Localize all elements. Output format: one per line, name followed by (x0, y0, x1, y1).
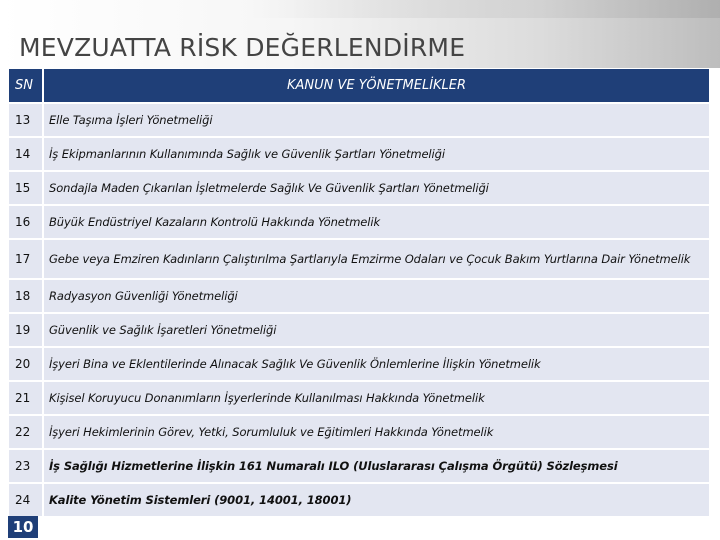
regulation-name: Büyük Endüstriyel Kazaların Kontrolü Hakkında Yönetmelik (43, 205, 709, 239)
table-row (9, 205, 709, 239)
table-row (9, 103, 709, 137)
regulations-table (9, 69, 709, 518)
row-number: 20 (9, 347, 43, 381)
column-header-sn: SN (9, 69, 43, 103)
row-number: 13 (9, 103, 43, 137)
regulation-name: Sondajla Maden Çıkarılan İşletmelerde Sağlık Ve Güvenlik Şartları Yönetmeliği (43, 171, 709, 205)
row-number: 24 (9, 483, 43, 517)
regulation-name: İş Sağlığı Hizmetlerine İlişkin 161 Numaralı ILO (Uluslararası Çalışma Örgütü) Sözleşmesi (43, 449, 709, 483)
column-header-laws: KANUN VE YÖNETMELİKLER (43, 69, 709, 103)
regulation-name: Elle Taşıma İşleri Yönetmeliği (43, 103, 709, 137)
table-row (9, 347, 709, 381)
table-row (9, 415, 709, 449)
table-row (9, 137, 709, 171)
row-number: 17 (9, 239, 43, 279)
row-number: 18 (9, 279, 43, 313)
row-number: 22 (9, 415, 43, 449)
row-number: 16 (9, 205, 43, 239)
regulation-name: Radyasyon Güvenliği Yönetmeliği (43, 279, 709, 313)
table-row (9, 483, 709, 517)
table-row (9, 239, 709, 279)
regulation-name: İşyeri Hekimlerinin Görev, Yetki, Sorumluluk ve Eğitimleri Hakkında Yönetmelik (43, 415, 709, 449)
regulation-name: Kişisel Koruyucu Donanımların İşyerlerinde Kullanılması Hakkında Yönetmelik (43, 381, 709, 415)
title-bar-accent (250, 0, 720, 18)
table-row (9, 381, 709, 415)
table-row (9, 313, 709, 347)
table-row (9, 449, 709, 483)
row-number: 14 (9, 137, 43, 171)
regulation-name: İş Ekipmanlarının Kullanımında Sağlık ve Güvenlik Şartları Yönetmeliği (43, 137, 709, 171)
regulation-name: Kalite Yönetim Sistemleri (9001, 14001, 18001) (43, 483, 709, 517)
table-row (9, 279, 709, 313)
row-number: 15 (9, 171, 43, 205)
slide-title: MEVZUATTA RİSK DEĞERLENDİRME (19, 33, 466, 62)
row-number: 23 (9, 449, 43, 483)
regulation-name: Güvenlik ve Sağlık İşaretleri Yönetmeliği (43, 313, 709, 347)
row-number: 21 (9, 381, 43, 415)
page-number-badge: 10 (8, 516, 38, 538)
row-number: 19 (9, 313, 43, 347)
table-header-row (9, 69, 709, 103)
table-row (9, 171, 709, 205)
regulation-name: Gebe veya Emziren Kadınların Çalıştırılma Şartlarıyla Emzirme Odaları ve Çocuk Bakım Yurtlarına Dair Yönetmelik (43, 239, 709, 279)
regulation-name: İşyeri Bina ve Eklentilerinde Alınacak Sağlık Ve Güvenlik Önlemlerine İlişkin Yönetmelik (43, 347, 709, 381)
